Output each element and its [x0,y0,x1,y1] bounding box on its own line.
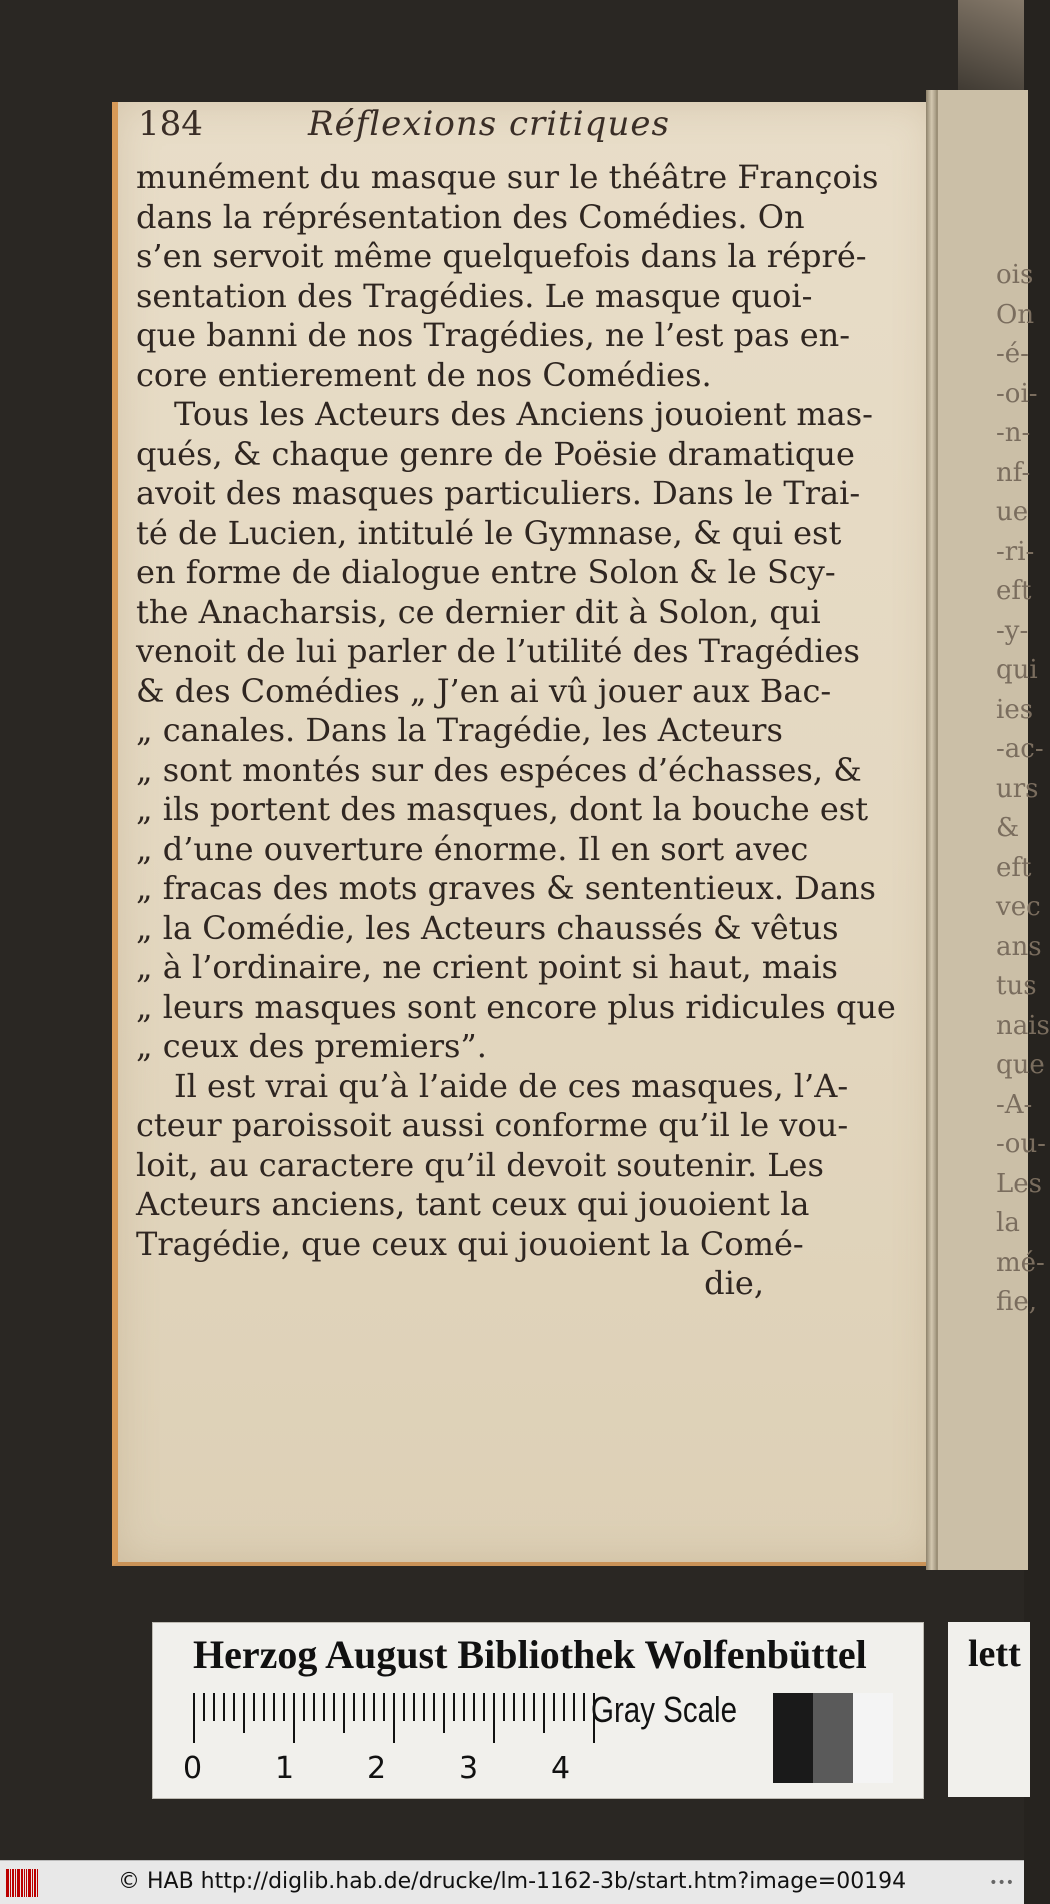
text-line: en forme de dialogue entre Solon & le Scy- [136,553,836,591]
text-line: „ d’une ouverture énorme. Il en sort avec [136,829,809,868]
next-page-fragment: nais [996,1010,1050,1041]
gray-swatch [853,1693,893,1783]
footer-bar [0,1860,1024,1904]
barcode-bar [34,1869,36,1897]
ruler-tick [213,1693,215,1721]
more-dots-icon: ••• [989,1875,1014,1891]
next-page-fragment: -oi- [996,378,1038,409]
next-page-fragment: que [996,1050,1045,1080]
ruler-tick [233,1693,235,1721]
ruler-tick [333,1693,335,1721]
ruler-tick [463,1693,465,1721]
text-line: sentation des Tragédies. Le masque quoi- [136,276,813,315]
ruler-tick [283,1693,285,1721]
next-page-fragment: -ri- [996,536,1035,567]
text-line: the Anacharsis, ce dernier dit à Solon, qui [136,592,821,631]
barcode-bar [21,1869,23,1897]
ruler-tick [203,1693,205,1721]
scale-number: 4 [551,1751,571,1786]
next-page-fragment: tus [996,971,1037,1001]
next-page-fragment: -y- [996,615,1029,646]
scale-ruler [193,1693,603,1743]
text-line: loit, au caractere qu’il devoit soutenir. Les [136,1145,824,1184]
next-page-fragment: ue [996,497,1029,527]
ruler-tick [493,1693,495,1743]
next-page-fragment: urs [996,773,1039,804]
barcode-bar [15,1869,16,1897]
calibration-fragment: lett [968,1633,1021,1675]
next-page-fragment: ies [996,694,1034,725]
ruler-tick [223,1693,225,1721]
next-page-fragment: eft [996,576,1032,606]
scale-number: 1 [275,1751,295,1786]
ruler-tick [503,1693,505,1721]
next-page-fragment: qui [996,655,1038,685]
ruler-tick [433,1693,435,1721]
ruler-tick [323,1693,325,1721]
text-line: „ la Comédie, les Acteurs chaussés & vêtus [136,908,839,947]
scale-number: 2 [367,1751,387,1786]
text-line: Tragédie, que ceux qui jouoient la Comé- [136,1224,804,1263]
next-page-fragment: eft [996,852,1032,883]
text-line: qués, & chaque genre de Poësie dramatique [136,434,855,473]
gray-scale-label: Gray Scale [591,1689,738,1730]
ruler-tick [523,1693,525,1721]
ruler-tick [293,1693,295,1743]
text-line: „ ceux des premiers”. [136,1027,487,1065]
barcode-bar [17,1869,20,1897]
text-line: „ à l’ordinaire, ne crient point si haut, mais [136,948,838,986]
library-name: Herzog August Bibliothek Wolfenbüttel [193,1632,867,1677]
barcode-bar [37,1869,38,1897]
next-page-fragment: la [996,1208,1020,1238]
ruler-tick [263,1693,265,1721]
next-page-fragment: fie, [996,1287,1037,1317]
text-line: té de Lucien, intitulé le Gymnase, & qui est [136,513,842,552]
next-page-fragment: -é- [996,339,1029,369]
ruler-tick [383,1693,385,1721]
ruler-tick [363,1693,365,1721]
ruler-tick [303,1693,305,1721]
barcode-bar [28,1869,31,1897]
ruler-tick [343,1693,345,1733]
ruler-tick [353,1693,355,1721]
barcode-bar [10,1869,11,1897]
barcode-bar [12,1869,14,1897]
text-line: Tous les Acteurs des Anciens jouoient mas- [174,395,873,433]
ruler-tick [423,1693,425,1721]
ruler-tick [403,1693,405,1721]
next-page-fragment: vec [996,892,1041,922]
next-page-fragment: -ou- [996,1129,1046,1159]
barcode-bar [24,1869,25,1897]
ruler-tick [413,1693,415,1721]
next-page-fragment: -A- [996,1089,1033,1120]
next-page-fragment: & [996,813,1020,843]
text-line: „ leurs masques sont encore plus ridicules que [136,987,896,1026]
ruler-tick [543,1693,545,1733]
ruler-tick [533,1693,535,1721]
text-line: munément du masque sur le théâtre François [136,158,879,196]
next-page-fragment: ois [996,260,1034,290]
barcode-bar [32,1869,33,1897]
text-line: Acteurs anciens, tant ceux qui jouoient la [136,1185,810,1223]
next-page-fragment: nf- [996,457,1031,488]
gray-swatch [813,1693,853,1783]
running-head [138,104,698,144]
ruler-tick [273,1693,275,1721]
scale-number: 3 [459,1751,479,1786]
ruler-tick [193,1693,195,1743]
ruler-tick [373,1693,375,1721]
gray-scale-swatches [773,1693,893,1783]
text-line: „ fracas des mots graves & sententieux. Dans [136,869,876,907]
ruler-tick [313,1693,315,1721]
text-line: & des Comédies „ J’en ai vû jouer aux Bac- [136,671,832,710]
scale-number: 0 [183,1751,203,1786]
ruler-tick [443,1693,445,1733]
page-body-text [136,158,896,1304]
ruler-tick [563,1693,565,1721]
barcode-bar [6,1869,9,1897]
ruler-tick [573,1693,575,1721]
barcode-icon [6,1869,48,1897]
text-line: dans la réprésentation des Comédies. On [136,197,805,236]
ruler-tick [453,1693,455,1721]
ruler-tick [583,1693,585,1721]
ruler-tick [243,1693,245,1733]
source-url[interactable]: © HAB http://diglib.hab.de/drucke/lm-1162-3b/start.htm?image=00194 [118,1869,907,1894]
ruler-tick [393,1693,395,1743]
scale-numbers [183,1751,623,1785]
text-line: core entierement de nos Comédies. [136,355,712,394]
text-line: „ ils portent des masques, dont la bouche est [136,790,869,828]
next-page-edge [936,90,1050,1570]
text-line: s’en servoit même quelquefois dans la répré- [136,237,867,275]
ruler-tick [553,1693,555,1721]
calibration-card-edge [942,1622,1030,1797]
next-page-fragment: mé- [996,1247,1045,1278]
text-line: venoit de lui parler de l’utilité des Tragédies [136,632,860,670]
running-title: Réflexions critiques [308,104,670,144]
barcode-bar [26,1869,27,1897]
ruler-tick [513,1693,515,1721]
next-page-fragment: -n- [996,418,1031,448]
calibration-card [152,1622,924,1799]
ruler-tick [483,1693,485,1721]
text-line: Il est vrai qu’à l’aide de ces masques, l’A- [174,1066,849,1105]
text-line: „ canales. Dans la Tragédie, les Acteurs [136,711,783,749]
text-line: cteur paroissoit aussi conforme qu’il le vou- [136,1106,849,1144]
next-page-fragment: -ac- [996,734,1044,764]
text-line: avoit des masques particuliers. Dans le Trai- [136,474,861,512]
next-page-fragment: Les [996,1168,1042,1199]
text-line: que banni de nos Tragédies, ne l’est pas en- [136,316,851,354]
next-page-fragment: On [996,299,1035,330]
catchword: die, [704,1264,764,1302]
page-number: 184 [138,104,203,144]
ruler-tick [253,1693,255,1721]
ruler-tick [473,1693,475,1721]
gray-swatch [773,1693,813,1783]
text-line: „ sont montés sur des espéces d’échasses, & [136,750,862,789]
next-page-fragment: ans [996,931,1042,962]
